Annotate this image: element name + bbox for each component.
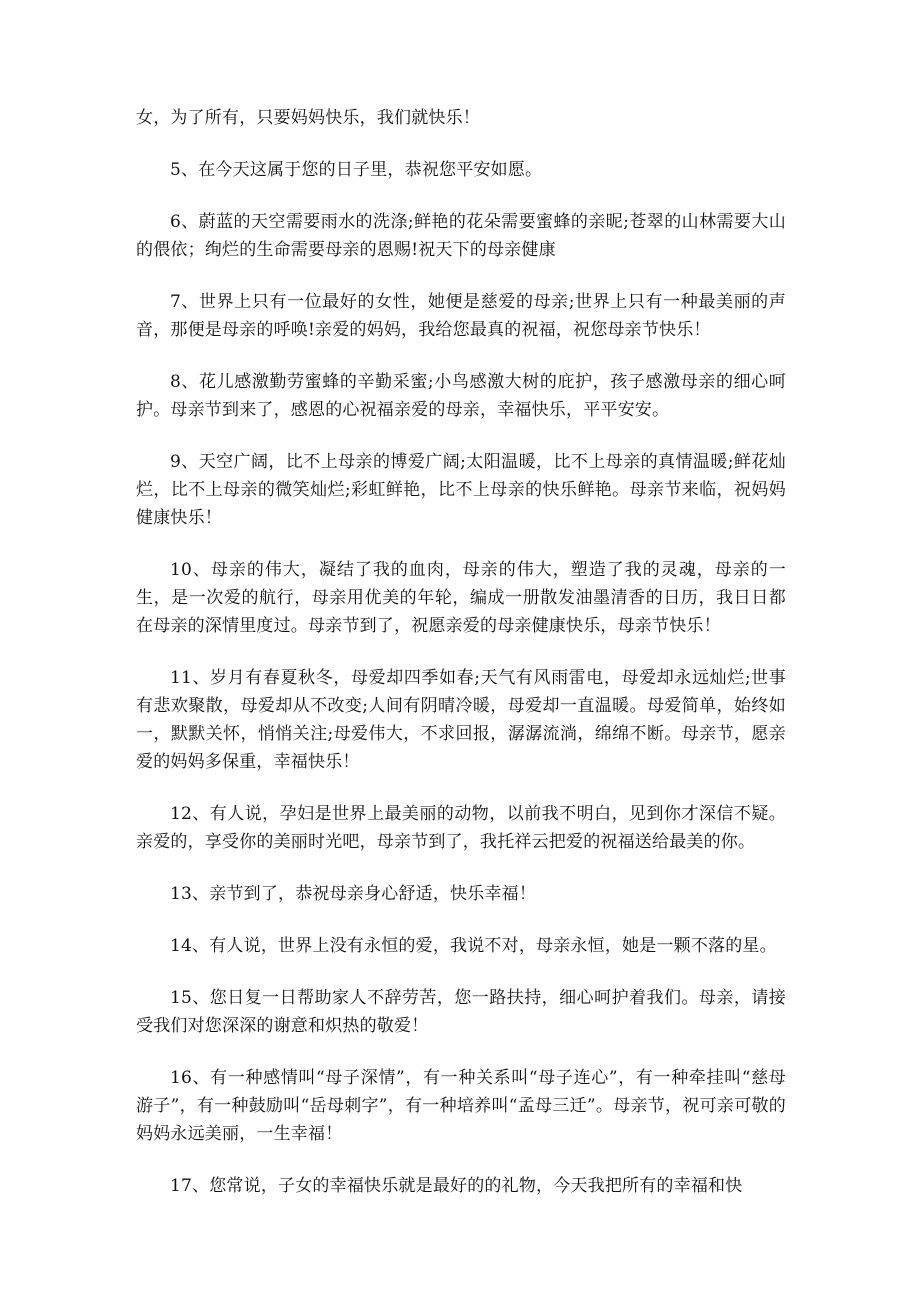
paragraph-continuation: 女，为了所有，只要妈妈快乐，我们就快乐！ xyxy=(136,108,480,128)
paragraph-5: 5、在今天这属于您的日子里，恭祝您平安如愿。 xyxy=(170,160,543,180)
paragraph-16: 16、有一种感情叫“母子深情”，有一种关系叫“母子连心”，有一种牵挂叫“慈母游子”，有一种鼓励叫“岳母刺字”，有一种培养叫“孟母三迁”。母亲节，祝可亲可敬的妈妈永远美丽，一生幸福！ xyxy=(136,1068,786,1144)
paragraph-17: 17、您常说，子女的幸福快乐就是最好的的礼物，今天我把所有的幸福和快 xyxy=(170,1176,743,1196)
paragraph-11: 11、岁月有春夏秋冬，母爱却四季如春;天气有风雨雷电，母爱却永远灿烂;世事有悲欢聚散，母爱却从不改变;人间有阴晴冷暖，母爱却一直温暖。母爱简单，始终如一，默默关怀，悄悄关注;母爱伟大，不求回报，潺潺流淌，绵绵不断。母亲节，愿亲爱的妈妈多保重，幸福快乐！ xyxy=(136,668,786,772)
paragraph-12: 12、有人说，孕妇是世界上最美丽的动物，以前我不明白，见到你才深信不疑。亲爱的，享受你的美丽时光吧，母亲节到了，我托祥云把爱的祝福送给最美的你。 xyxy=(136,804,786,852)
paragraph-14: 14、有人说，世界上没有永恒的爱，我说不对，母亲永恒，她是一颗不落的星。 xyxy=(170,936,777,956)
paragraph-7: 7、世界上只有一位最好的女性，她便是慈爱的母亲;世界上只有一种最美丽的声音，那便是母亲的呼唤!亲爱的妈妈，我给您最真的祝福，祝您母亲节快乐！ xyxy=(136,292,786,340)
paragraph-9: 9、天空广阔，比不上母亲的博爱广阔;太阳温暖，比不上母亲的真情温暖;鲜花灿烂，比不上母亲的微笑灿烂;彩虹鲜艳，比不上母亲的快乐鲜艳。母亲节来临，祝妈妈健康快乐！ xyxy=(136,452,786,528)
paragraph-13: 13、亲节到了，恭祝母亲身心舒适，快乐幸福！ xyxy=(170,884,537,904)
paragraph-15: 15、您日复一日帮助家人不辞劳苦，您一路扶持，细心呵护着我们。母亲，请接受我们对您深深的谢意和炽热的敬爱！ xyxy=(136,988,786,1036)
document-body xyxy=(136,104,786,1200)
paragraph-8: 8、花儿感激勤劳蜜蜂的辛勤采蜜;小鸟感激大树的庇护，孩子感激母亲的细心呵护。母亲节到来了，感恩的心祝福亲爱的母亲，幸福快乐，平平安安。 xyxy=(136,372,786,420)
paragraph-6: 6、蔚蓝的天空需要雨水的洗涤;鲜艳的花朵需要蜜蜂的亲昵;苍翠的山林需要大山的偎依；绚烂的生命需要母亲的恩赐!祝天下的母亲健康 xyxy=(136,212,786,260)
paragraph-10: 10、母亲的伟大，凝结了我的血肉，母亲的伟大，塑造了我的灵魂，母亲的一生，是一次爱的航行，母亲用优美的年轮，编成一册散发油墨清香的日历，我日日都在母亲的深情里度过。母亲节到了，祝愿亲爱的母亲健康快乐，母亲节快乐！ xyxy=(136,560,786,636)
